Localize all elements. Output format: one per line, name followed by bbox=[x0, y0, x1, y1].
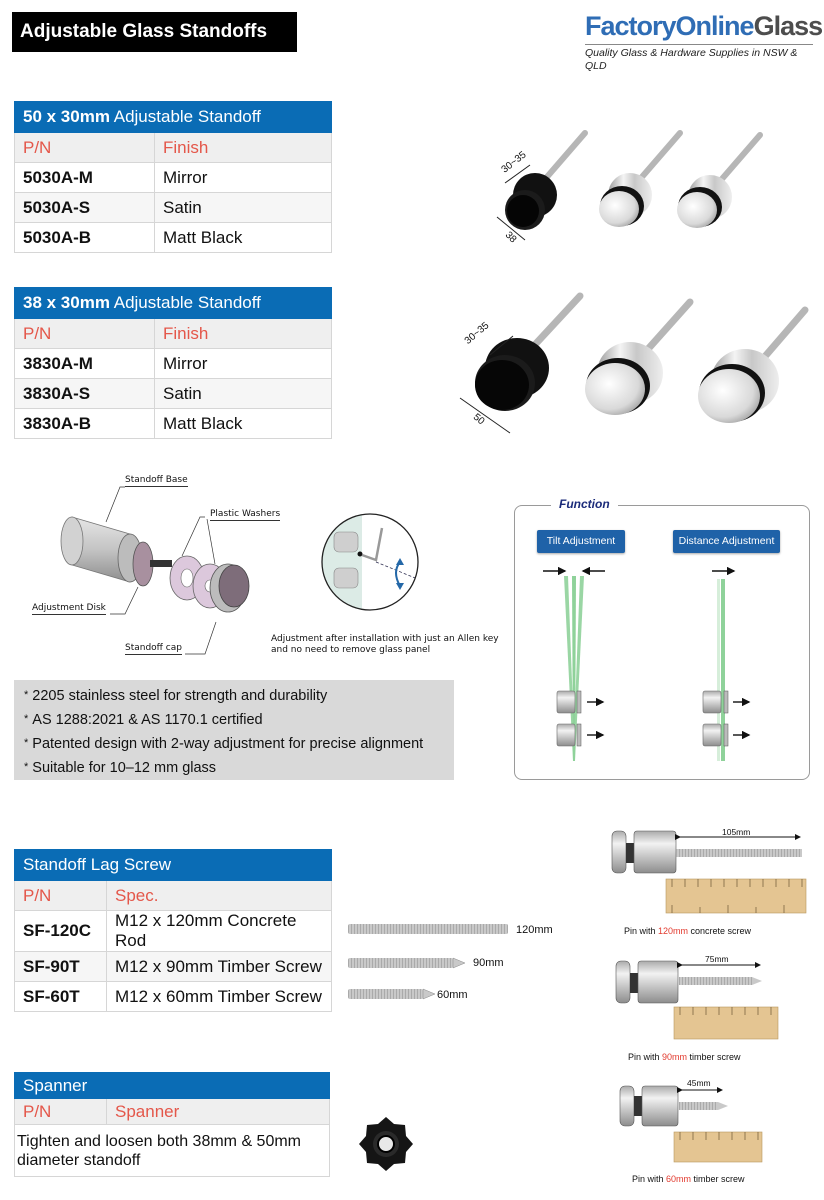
table-title: Standoff Lag Screw bbox=[15, 850, 332, 881]
table-row bbox=[15, 349, 332, 379]
finish-value: Satin bbox=[155, 379, 332, 409]
feature-item: * AS 1288:2021 & AS 1170.1 certified bbox=[24, 712, 263, 728]
table-row bbox=[15, 982, 332, 1012]
finish-value: Mirror bbox=[155, 349, 332, 379]
table-row bbox=[15, 379, 332, 409]
label-standoff-base: Standoff Base bbox=[125, 475, 188, 485]
function-panel bbox=[514, 497, 810, 780]
bullet-star-icon: * bbox=[24, 737, 29, 749]
table-row bbox=[15, 952, 332, 982]
pin-dimension-label: 75mm bbox=[705, 954, 729, 964]
pin-caption: Pin with 90mm timber screw bbox=[628, 1052, 741, 1062]
finish-value: Mirror bbox=[155, 163, 332, 193]
table-row bbox=[15, 409, 332, 439]
lag-screw-table bbox=[14, 849, 332, 1012]
label-standoff-cap: Standoff cap bbox=[125, 643, 182, 653]
part-number: 3830A-B bbox=[15, 409, 155, 439]
standoff-50x30-table bbox=[14, 101, 332, 253]
label-adjustment-disk: Adjustment Disk bbox=[32, 603, 106, 613]
column-header-finish: Finish bbox=[155, 133, 332, 163]
finish-value: Satin bbox=[155, 193, 332, 223]
pin-dimension-label: 45mm bbox=[687, 1078, 711, 1088]
table-title: Spanner bbox=[15, 1073, 330, 1099]
column-header-pn: P/N bbox=[15, 1099, 107, 1125]
large-standoffs-photo bbox=[455, 288, 810, 438]
standoff-38x30-table bbox=[14, 287, 332, 439]
screw-length-label: 60mm bbox=[437, 989, 468, 1001]
table-title: 38 x 30mm Adjustable Standoff bbox=[15, 288, 332, 319]
column-header-pn: P/N bbox=[15, 319, 155, 349]
dimension-height-label: 30~35 bbox=[462, 320, 492, 347]
page-title: Adjustable Glass Standoffs bbox=[12, 12, 297, 52]
label-plastic-washers: Plastic Washers bbox=[210, 509, 281, 519]
pin-60mm-photo bbox=[610, 1078, 770, 1168]
table-row bbox=[15, 193, 332, 223]
part-number: 5030A-B bbox=[15, 223, 155, 253]
logo-wordmark: FactoryOnlineGlass bbox=[585, 11, 823, 41]
dimension-diameter-label: 50 bbox=[470, 411, 487, 428]
spanner-table bbox=[14, 1072, 330, 1177]
small-standoffs-photo bbox=[495, 125, 805, 250]
allen-key-diagram bbox=[320, 510, 430, 615]
pin-caption: Pin with 120mm concrete screw bbox=[624, 926, 752, 936]
spanner-description: Tighten and loosen both 38mm & 50mm diameter standoff bbox=[15, 1125, 330, 1177]
pin-90mm-photo bbox=[610, 955, 780, 1045]
adjustment-diagram bbox=[515, 561, 811, 776]
feature-item: * Patented design with 2-way adjustment for precise alignment bbox=[24, 736, 424, 752]
part-number: 5030A-S bbox=[15, 193, 155, 223]
exploded-diagram bbox=[10, 472, 290, 662]
part-number: SF-90T bbox=[15, 952, 107, 982]
distance-adjustment-button[interactable]: Distance Adjustment bbox=[673, 530, 780, 553]
pin-dimension-label: 105mm bbox=[722, 827, 751, 837]
table-title: 50 x 30mm Adjustable Standoff bbox=[15, 102, 332, 133]
part-number: 3830A-M bbox=[15, 349, 155, 379]
logo-tagline: Quality Glass & Hardware Supplies in NSW & QLD bbox=[585, 47, 798, 72]
part-number: 5030A-M bbox=[15, 163, 155, 193]
column-header-spanner: Spanner bbox=[107, 1099, 330, 1125]
table-row bbox=[15, 223, 332, 253]
column-header-spec: Spec. bbox=[107, 881, 332, 911]
screw-length-label: 120mm bbox=[516, 924, 553, 936]
table-row bbox=[15, 1125, 330, 1177]
spanner-photo bbox=[355, 1113, 417, 1175]
spec-value: M12 x 90mm Timber Screw bbox=[107, 952, 332, 982]
part-number: SF-60T bbox=[15, 982, 107, 1012]
part-number: SF-120C bbox=[15, 911, 107, 952]
allen-key-caption: Adjustment after installation with just an Allen key and no need to remove glass panel bbox=[271, 634, 499, 655]
pin-caption: Pin with 60mm timber screw bbox=[632, 1174, 745, 1184]
column-header-pn: P/N bbox=[15, 133, 155, 163]
finish-value: Matt Black bbox=[155, 409, 332, 439]
table-row bbox=[15, 163, 332, 193]
logo-divider bbox=[585, 44, 813, 45]
part-number: 3830A-S bbox=[15, 379, 155, 409]
spec-value: M12 x 120mm Concrete Rod bbox=[107, 911, 332, 952]
function-panel-title: Function bbox=[551, 497, 618, 511]
pin-120mm-photo bbox=[610, 825, 810, 920]
feature-item: * Suitable for 10–12 mm glass bbox=[24, 760, 217, 776]
bullet-star-icon: * bbox=[24, 689, 29, 701]
bullet-star-icon: * bbox=[24, 713, 29, 725]
table-row bbox=[15, 911, 332, 952]
screw-length-label: 90mm bbox=[473, 957, 504, 969]
tilt-adjustment-button[interactable]: Tilt Adjustment bbox=[537, 530, 625, 553]
column-header-finish: Finish bbox=[155, 319, 332, 349]
dimension-diameter-label: 38 bbox=[502, 229, 519, 246]
brand-logo[interactable] bbox=[585, 10, 823, 73]
feature-item: * 2205 stainless steel for strength and durability bbox=[24, 688, 328, 704]
dimension-height-label: 30~35 bbox=[499, 149, 529, 176]
column-header-pn: P/N bbox=[15, 881, 107, 911]
spec-value: M12 x 60mm Timber Screw bbox=[107, 982, 332, 1012]
features-list bbox=[14, 680, 454, 780]
finish-value: Matt Black bbox=[155, 223, 332, 253]
bullet-star-icon: * bbox=[24, 761, 29, 773]
